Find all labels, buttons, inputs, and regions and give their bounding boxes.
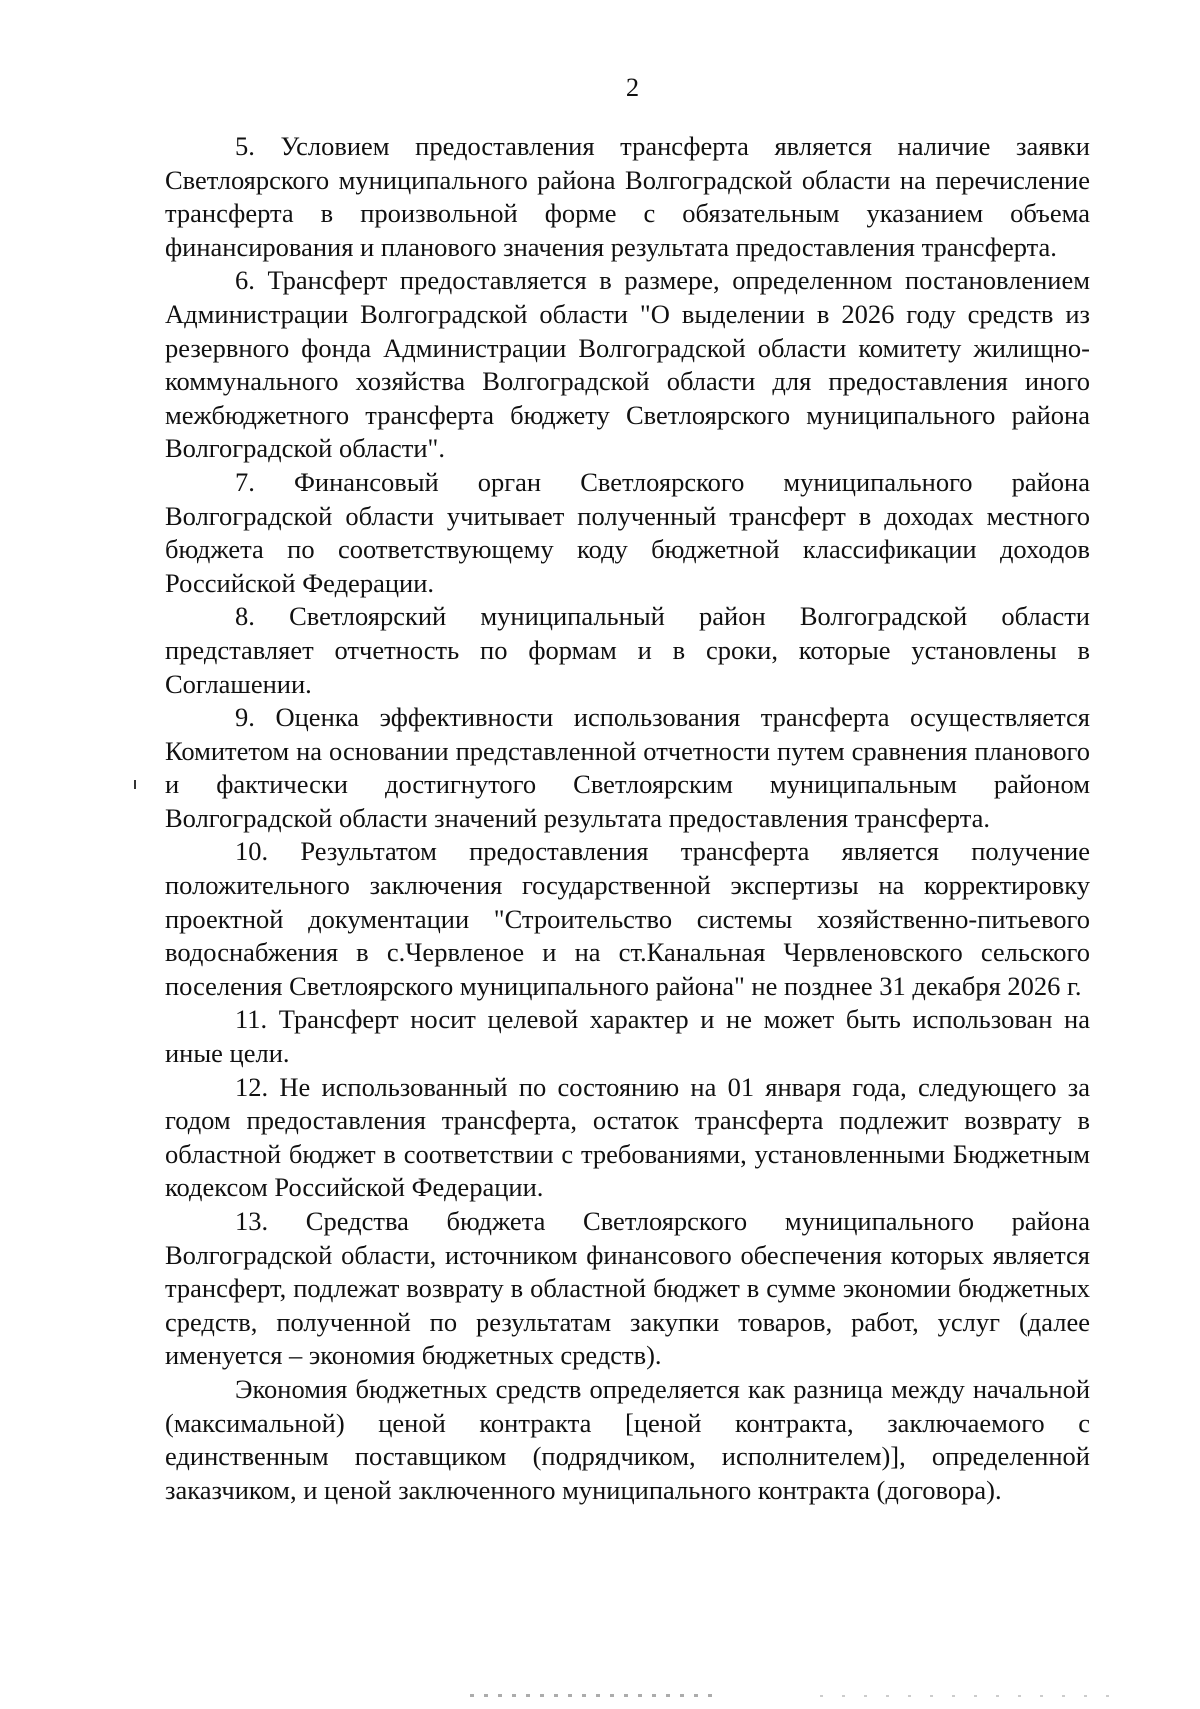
paragraph-9: 9. Оценка эффективности использования трансферта осуществляется Комитетом на основании представленной отчетности путем сравнения планового и фактически достигнутого Светлоярским муниципальным районом Волгоградской области значений результата предоставления трансферта. [165,702,1090,833]
page-number: 2 [625,72,640,102]
paragraph-13: 13. Средства бюджета Светлоярского муниципального района Волгоградской области, источником финансового обеспечения которых является трансферт, подлежат возврату в областной бюджет в сумме экономии бюджетных средств, полученной по результатам закупки товаров, работ, услуг (далее именуется – экономия бюджетных средств). [165,1206,1090,1371]
paragraph-7: 7. Финансовый орган Светлоярского муниципального района Волгоградской области учитывает полученный трансферт в доходах местного бюджета по соответствующему коду бюджетной классификации доходов Российской Федерации. [165,466,1090,598]
document-body [165,130,1090,1507]
paragraph-11: 11. Трансферт носит целевой характер и не может быть использован на иные цели. [165,1004,1090,1069]
paragraph-economy: Экономия бюджетных средств определяется как разница между начальной (максимальной) ценой контракта [ценой контракта, заключаемого с единственным поставщиком (подрядчиком, исполнителем)], определенной заказчиком, и ценой заключенного муниципального контракта (договора). [165,1373,1090,1505]
scan-artifact-mark [134,780,136,789]
paragraph-5: 5. Условием предоставления трансферта является наличие заявки Светлоярского муниципального района Волгоградской области на перечисление трансферта в произвольной форме с обязательным указанием объема финансирования и планового значения результата предоставления трансферта. [165,131,1090,262]
scan-artifact-dots-right [820,1695,1120,1697]
paragraph-10: 10. Результатом предоставления трансферта является получение положительного заключения государственной экспертизы на корректировку проектной документации "Строительство системы хозяйственно-питьевого водоснабжения в с.Червленое и на ст.Канальная Червленовского сельского поселения Светлоярского муниципального района" не позднее 31 декабря 2026 г. [165,836,1090,1001]
paragraph-6: 6. Трансферт предоставляется в размере, определенном постановлением Администрации Волгоградской области "О выделении в 2026 году средств из резервного фонда Администрации Волгоградской области комитету жилищно-коммунального хозяйства Волгоградской области для предоставления иного межбюджетного трансферта бюджету Светлоярского муниципального района Волгоградской области". [165,265,1090,464]
paragraph-12: 12. Не использованный по состоянию на 01 января года, следующего за годом предоставления трансферта, остаток трансферта подлежит возврату в областной бюджет в соответствии с требованиями, установленными Бюджетным кодексом Российской Федерации. [165,1071,1090,1203]
scan-artifact-dots [470,1694,720,1697]
paragraph-8: 8. Светлоярский муниципальный район Волгоградской области представляет отчетность по формам и в сроки, которые установлены в Соглашении. [165,601,1090,699]
